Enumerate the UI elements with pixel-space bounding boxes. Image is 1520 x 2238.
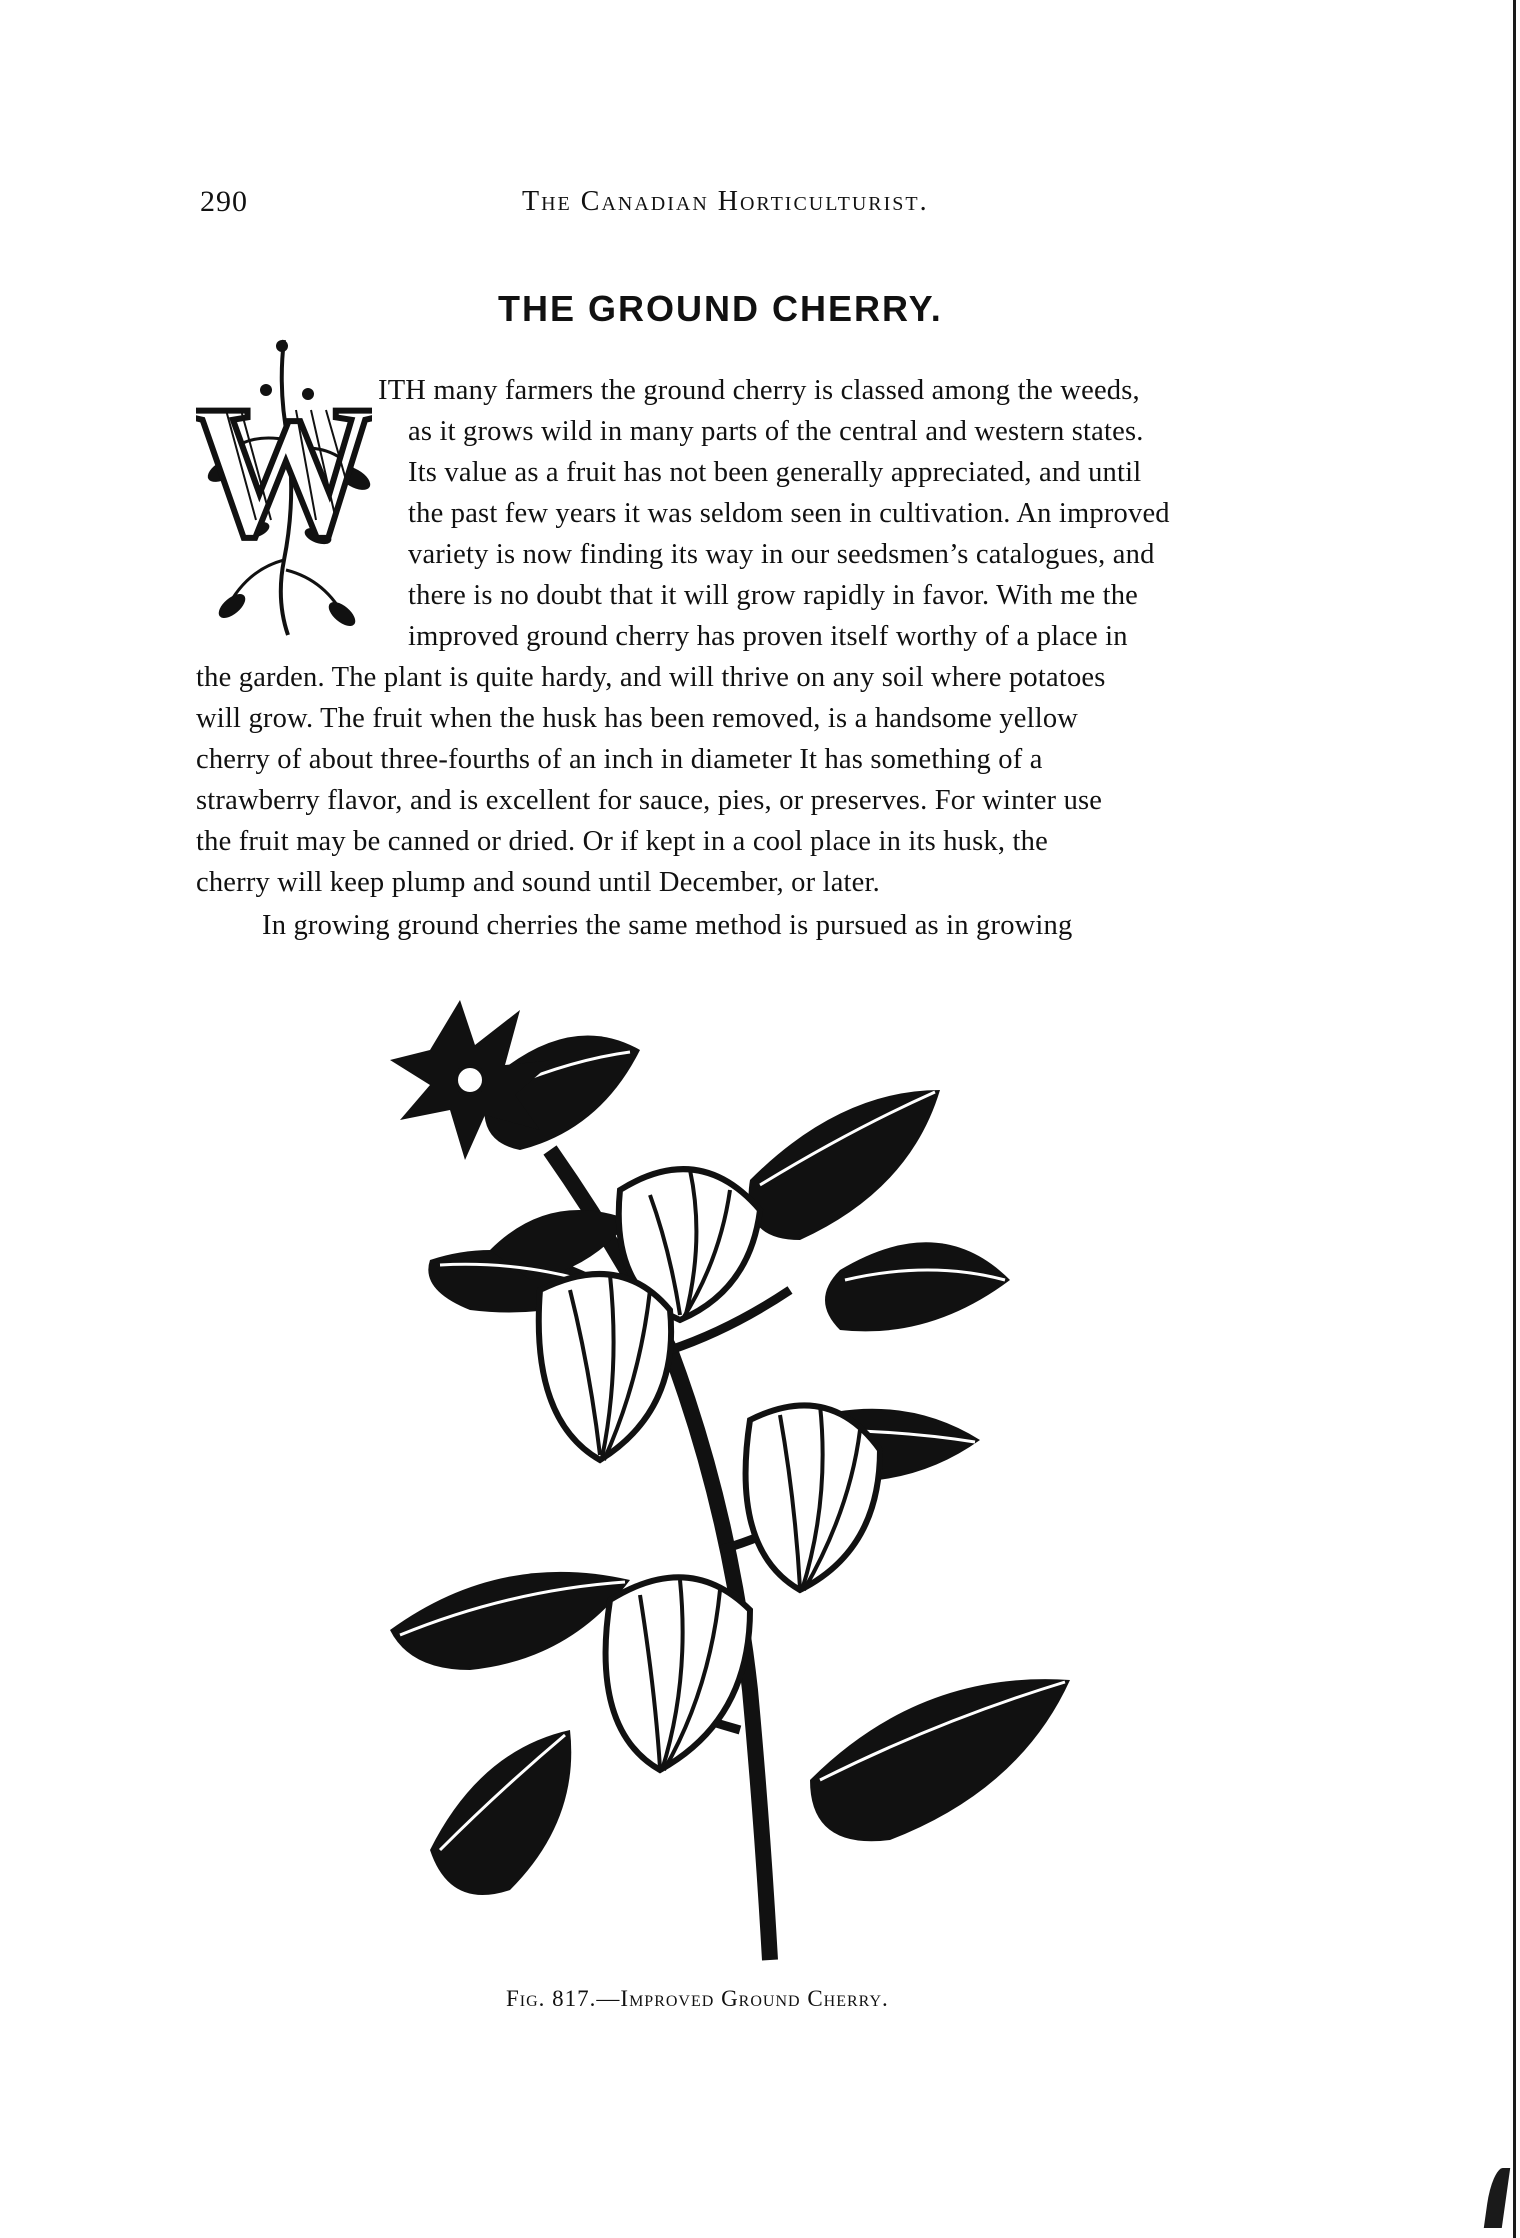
text-line-2: as it grows wild in many parts of the central and western states. bbox=[408, 416, 1144, 447]
text-line-13: cherry will keep plump and sound until December, or later. bbox=[196, 867, 880, 898]
text-line-9: will grow. The fruit when the husk has been removed, is a handsome yellow bbox=[196, 703, 1079, 734]
page-number: 290 bbox=[200, 185, 248, 218]
ground-cherry-illustration bbox=[370, 990, 1170, 1970]
text-line-6: there is no doubt that it will grow rapidly in favor. With me the bbox=[408, 580, 1139, 611]
drop-cap-ornament bbox=[196, 330, 372, 640]
text-line-12: the fruit may be canned or dried. Or if kept in a cool place in its husk, the bbox=[196, 826, 1048, 857]
article-title: THE GROUND CHERRY. bbox=[498, 288, 943, 329]
text-line-11: strawberry flavor, and is excellent for sauce, pies, or preserves. For winter use bbox=[196, 785, 1103, 816]
figure-caption: Fig. 817.—Improved Ground Cherry. bbox=[506, 1986, 889, 2011]
text-line-1: ITH many farmers the ground cherry is classed among the weeds, bbox=[378, 375, 1140, 406]
text-line-5: variety is now finding its way in our seedsmen’s catalogues, and bbox=[408, 539, 1155, 570]
running-head: The Canadian Horticulturist. bbox=[522, 186, 929, 217]
text-line-10: cherry of about three-fourths of an inch in diameter It has something of a bbox=[196, 744, 1043, 775]
drop-cap-letter: W bbox=[196, 367, 372, 577]
text-line-4: the past few years it was seldom seen in cultivation. An improved bbox=[408, 498, 1170, 529]
text-line-14: In growing ground cherries the same method is pursued as in growing bbox=[262, 910, 1073, 941]
text-line-8: the garden. The plant is quite hardy, and will thrive on any soil where potatoes bbox=[196, 662, 1106, 693]
ground-cherry-engraving bbox=[370, 990, 1170, 1970]
text-line-3: Its value as a fruit has not been generally appreciated, and until bbox=[408, 457, 1142, 488]
page-edge bbox=[1513, 0, 1516, 2238]
page-corner-mark bbox=[1484, 2168, 1510, 2228]
text-line-7: improved ground cherry has proven itself worthy of a place in bbox=[408, 621, 1128, 652]
drop-cap-ornament-graphic bbox=[196, 330, 372, 640]
